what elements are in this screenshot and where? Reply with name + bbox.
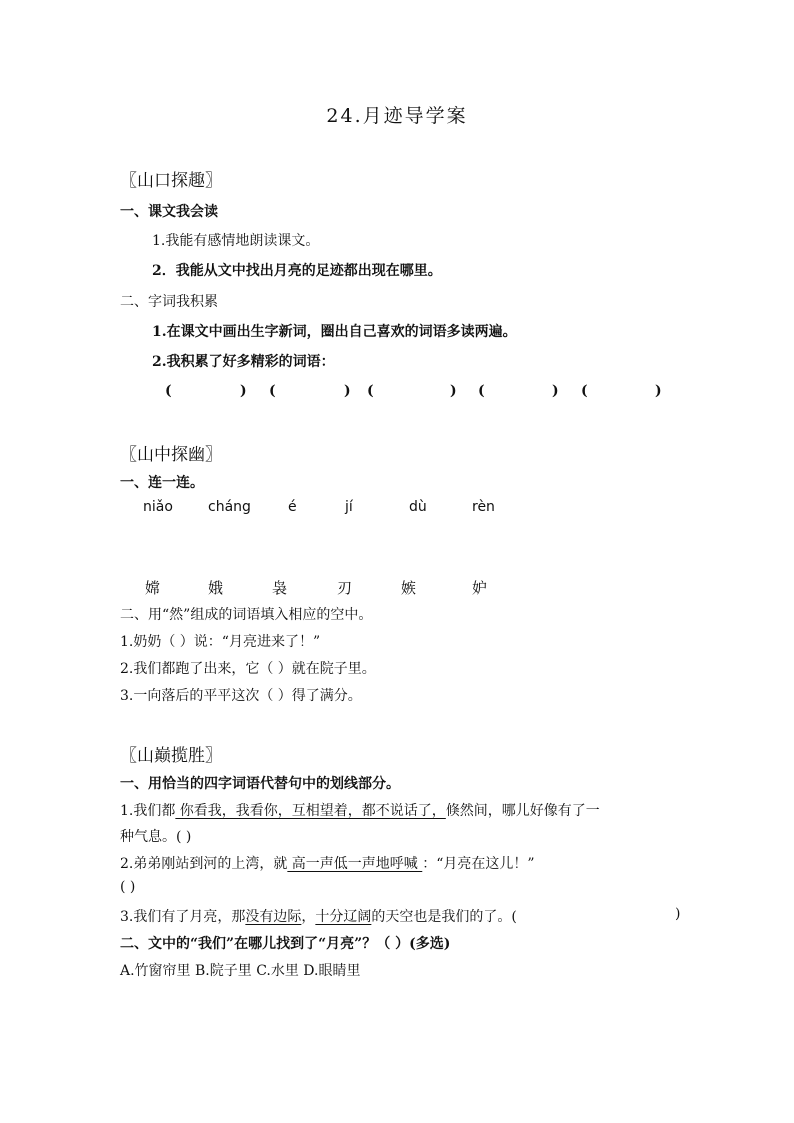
s3-q1-item1-prefix: 1.我们都 — [120, 803, 176, 819]
s3-q1-item3-underlined-2: 十分辽阔 — [315, 909, 372, 925]
s3-q1-title: 一、用恰当的四字词语代替句中的划线部分。 — [120, 776, 400, 792]
s2-q2-item1: 1.奶奶（ ）说：“月亮进来了！” — [120, 634, 321, 650]
s3-q1-item3 — [120, 906, 517, 926]
pinyin-2: cháng — [208, 499, 251, 515]
paren-open: ( — [478, 383, 485, 399]
s1-q1-item2: 2．我能从文中找出月亮的足迹都出现在哪里。 — [152, 263, 442, 279]
s1-q2-title: 二、字词我积累 — [120, 294, 218, 310]
hanzi-5: 嫉 — [401, 579, 417, 597]
s2-q2-item3: 3.一向落后的平平这次（ ）得了满分。 — [120, 688, 362, 704]
s3-q1-item3-prefix: 3.我们有了月亮，那 — [120, 909, 246, 925]
pinyin-3: é — [288, 499, 297, 515]
hanzi-3: 袅 — [272, 579, 288, 597]
s3-q1-item1-suffix: 倏然间，哪儿好像有了一 — [445, 803, 600, 819]
s1-q1-title: 一、课文我会读 — [120, 204, 218, 220]
s3-q1-item3-comma: ， — [301, 909, 316, 925]
paren-close: ) — [344, 383, 351, 399]
section-heading-1: 〖山口探趣〗 — [120, 171, 222, 191]
s2-q2-item2: 2.我们都跑了出来，它（ ）就在院子里。 — [120, 661, 376, 677]
s3-q2-title: 二、文中的“我们”在哪儿找到了“月亮”？（ ）(多选) — [120, 936, 451, 952]
paren-close: ) — [655, 383, 662, 399]
s3-q1-item1-underlined: 你看我，我看你，互相望着，都不说话了， — [175, 803, 446, 819]
s3-q1-item2-suffix: ：“月亮在这儿！” — [422, 856, 535, 872]
s1-q2-item1: 1.在课文中画出生字新词，圈出自己喜欢的词语多读两遍。 — [152, 324, 517, 340]
word-blank-row — [0, 383, 794, 403]
s3-q1-item3-suffix: 的天空也是我们的了。( — [371, 909, 517, 925]
s3-q1-item1 — [120, 800, 600, 820]
s3-q1-item3-underlined-1: 没有边际 — [245, 909, 302, 925]
s1-q1-item1: 1.我能有感情地朗读课文。 — [152, 233, 320, 249]
s3-q1-item2-underlined: 高一声低一声地呼喊 — [287, 856, 423, 872]
hanzi-1: 嫦 — [145, 579, 161, 597]
paren-close: ) — [240, 383, 247, 399]
pinyin-1: niǎo — [143, 499, 173, 515]
section-heading-3: 〖山巅揽胜〗 — [120, 746, 222, 766]
section-heading-2: 〖山中探幽〗 — [120, 445, 222, 465]
s3-q1-item2 — [120, 853, 535, 873]
paren-close: ) — [552, 383, 559, 399]
s3-q1-item1-cont: 种气息。( ) — [120, 829, 192, 845]
s3-q1-item3-close: ) — [675, 906, 681, 922]
s2-q2-title: 二、用“然”组成的词语填入相应的空中。 — [120, 607, 373, 623]
paren-open: ( — [269, 383, 276, 399]
paren-open: ( — [367, 383, 374, 399]
hanzi-2: 娥 — [208, 579, 224, 597]
paren-close: ) — [450, 383, 457, 399]
pinyin-5: dù — [409, 499, 427, 515]
hanzi-4: 刃 — [337, 579, 353, 597]
paren-open: ( — [165, 383, 172, 399]
s3-q2-options: A.竹窗帘里 B.院子里 C.水里 D.眼睛里 — [120, 963, 361, 979]
s2-q1-title: 一、连一连。 — [120, 475, 204, 491]
hanzi-6: 妒 — [472, 579, 488, 597]
s1-q2-item2: 2.我积累了好多精彩的词语： — [152, 354, 335, 370]
s3-q1-item2-cont: ( ) — [120, 879, 136, 895]
pinyin-6: rèn — [472, 499, 495, 515]
page-title: 24.月迹导学案 — [326, 105, 468, 127]
s3-q1-item2-prefix: 2.弟弟刚站到河的上湾，就 — [120, 856, 288, 872]
pinyin-4: jí — [345, 499, 353, 515]
paren-open: ( — [581, 383, 588, 399]
